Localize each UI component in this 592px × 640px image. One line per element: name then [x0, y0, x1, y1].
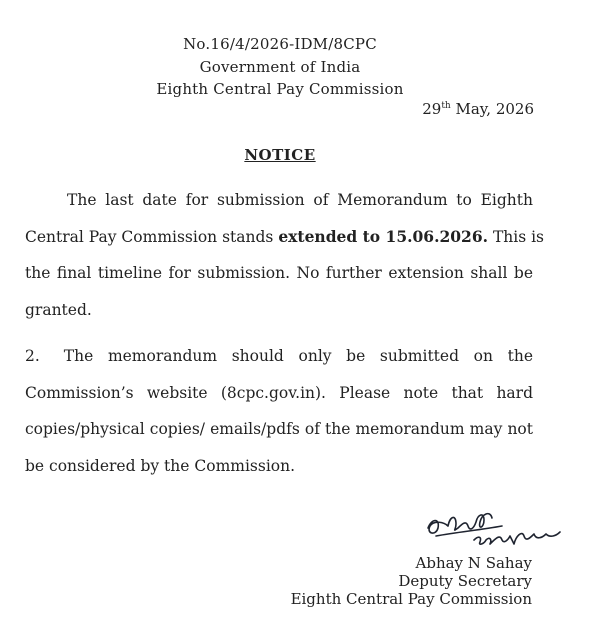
paragraph-2: [25, 338, 533, 484]
government-name: Government of India: [199, 58, 361, 76]
paragraph-1: [25, 182, 545, 328]
para1-line1: The last date for submission of Memorandum to Eighth: [67, 191, 533, 209]
notice-title: NOTICE: [244, 146, 316, 164]
para2-number: 2.: [25, 347, 40, 365]
para2-line4: be considered by the Commission.: [25, 456, 296, 475]
extended-date-text: extended to 15.06.2026.: [278, 226, 489, 246]
para1-line2: Central Pay Commission stands extended to 15.06.2026. This is: [25, 226, 545, 246]
commission-name: Eighth Central Pay Commission: [156, 80, 404, 98]
handwritten-signature: [418, 500, 568, 552]
signatory-office: Eighth Central Pay Commission: [290, 590, 532, 608]
para2-line2: Commission’s website (8cpc.gov.in). Please note that hard: [25, 383, 533, 402]
para1-line3: the final timeline for submission. No further extension shall be: [25, 264, 533, 282]
signatory-designation: Deputy Secretary: [398, 572, 532, 590]
notice-date: 29th May, 2026: [422, 100, 534, 118]
reference-number: No.16/4/2026-IDM/8CPC: [183, 35, 377, 53]
signatory-name: Abhay N Sahay: [415, 554, 532, 572]
para1-line4: granted.: [25, 300, 92, 319]
para2-line3: copies/physical copies/ emails/pdfs of the memorandum may not: [25, 420, 533, 438]
para2-line1: 2. The memorandum should only be submitted on the: [25, 347, 533, 365]
